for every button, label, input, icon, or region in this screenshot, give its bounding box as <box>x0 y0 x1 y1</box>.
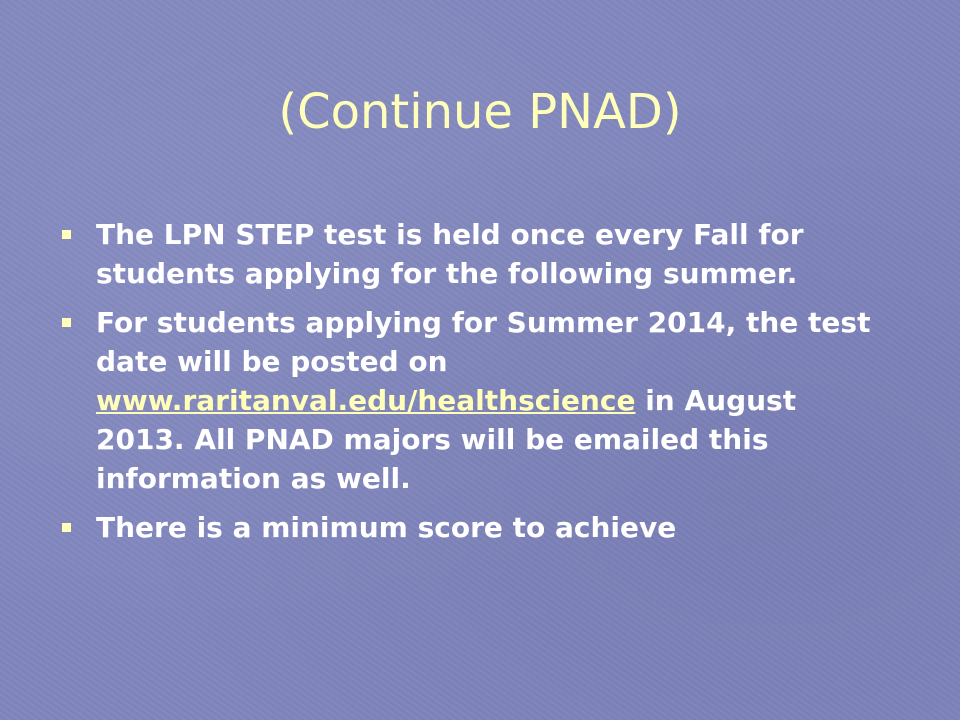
bullet-item-test-date <box>60 303 890 498</box>
square-bullet-icon <box>62 230 71 239</box>
square-bullet-icon <box>62 318 71 327</box>
slide-title: (Continue PNAD) <box>278 84 682 140</box>
bullet-text-before-link: For students applying for Summer 2014, the test date will be posted on <box>96 306 871 378</box>
bullet-item-minimum-score <box>60 508 890 547</box>
bullet-text: There is a minimum score to achieve <box>96 511 677 544</box>
square-bullet-icon <box>62 523 71 532</box>
bullet-text: The LPN STEP test is held once every Fall for students applying for the following summer. <box>96 218 804 290</box>
bullet-text-after-link: in August 2013. All PNAD majors will be emailed this information as well. <box>96 384 797 495</box>
healthscience-link[interactable]: www.raritanval.edu/healthscience <box>96 384 636 417</box>
bullet-list <box>60 215 890 557</box>
bullet-item-step-test <box>60 215 890 293</box>
